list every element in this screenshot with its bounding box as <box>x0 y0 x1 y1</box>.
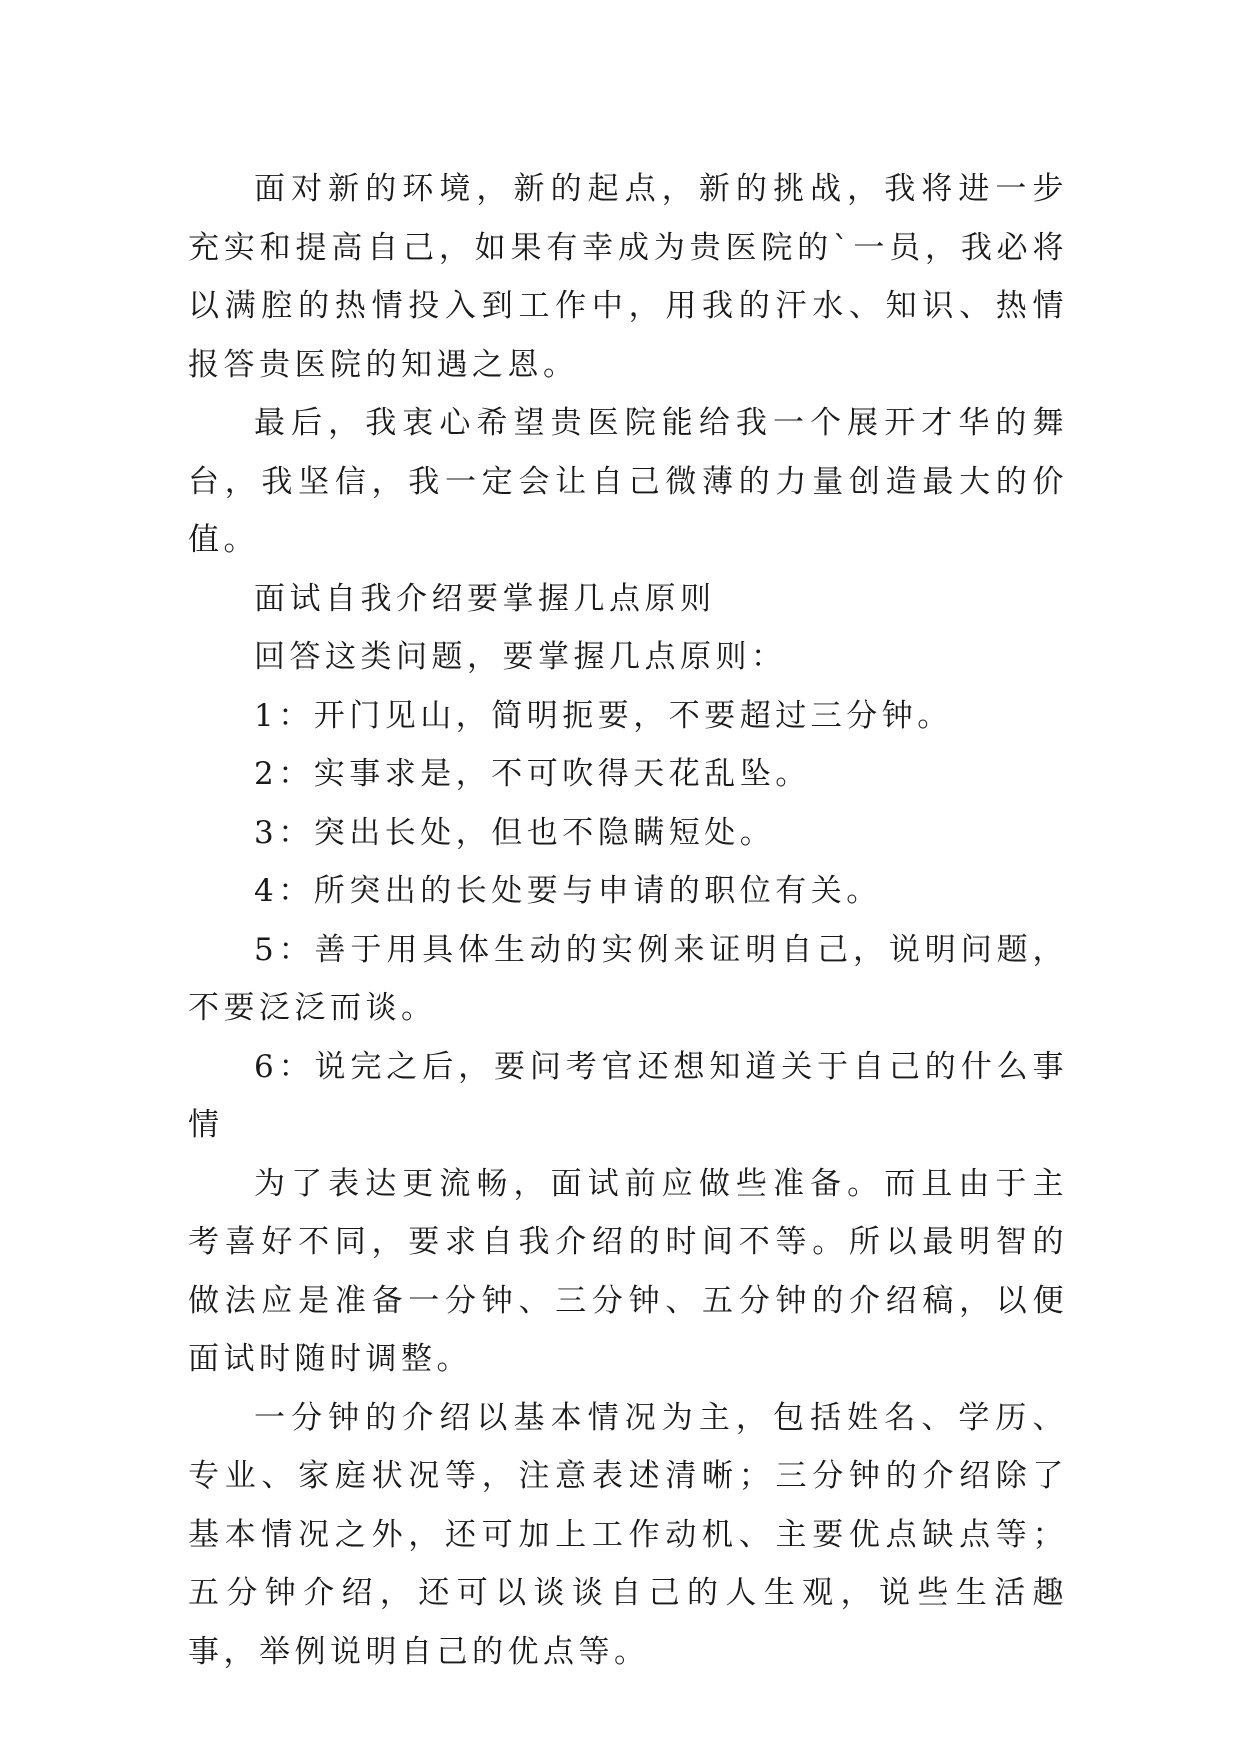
principle-item-1: 1：开门见山，简明扼要，不要超过三分钟。 <box>254 697 953 734</box>
principle-item-4: 4：所突出的长处要与申请的职位有关。 <box>254 873 882 909</box>
paragraph-principles-intro: 回答这类问题，要掌握几点原则： <box>254 639 787 675</box>
paragraph-preparation: 为了表达更流畅，面试前应做些准备。而且由于主考喜好不同，要求自我介绍的时间不等。所以最明智的做法应是准备一分钟、三分钟、五分钟的介绍稿，以便面试时随时调整。 <box>188 1165 1068 1377</box>
principle-item-6: 6：说完之后，要问考官还想知道关于自己的什么事情 <box>188 1048 1068 1143</box>
paragraph-new-environment: 面对新的环境，新的起点，新的挑战，我将进一步充实和提高自己，如果有幸成为贵医院的`一员，我必将以满腔的热情投入到工作中，用我的汗水、知识、热情报答贵医院的知遇之恩。 <box>188 171 1068 383</box>
document-body <box>188 160 1068 1681</box>
principle-item-2: 2：实事求是，不可吹得天花乱坠。 <box>254 756 811 792</box>
principle-item-5: 5：善于用具体生动的实例来证明自己，说明问题，不要泛泛而谈。 <box>188 931 1068 1026</box>
principle-item-3: 3：突出长处，但也不隐瞒短处。 <box>254 814 776 851</box>
paragraph-durations: 一分钟的介绍以基本情况为主，包括姓名、学历、专业、家庭状况等，注意表述清晰；三分钟的介绍除了基本情况之外，还可加上工作动机、主要优点缺点等；五分钟介绍，还可以谈谈自己的人生观，说些生活趣事，举例说明自己的优点等。 <box>188 1399 1068 1670</box>
paragraph-closing-hope: 最后，我衷心希望贵医院能给我一个展开才华的舞台，我坚信，我一定会让自己微薄的力量创造最大的价值。 <box>188 405 1068 558</box>
paragraph-principles-heading: 面试自我介绍要掌握几点原则 <box>254 580 716 617</box>
